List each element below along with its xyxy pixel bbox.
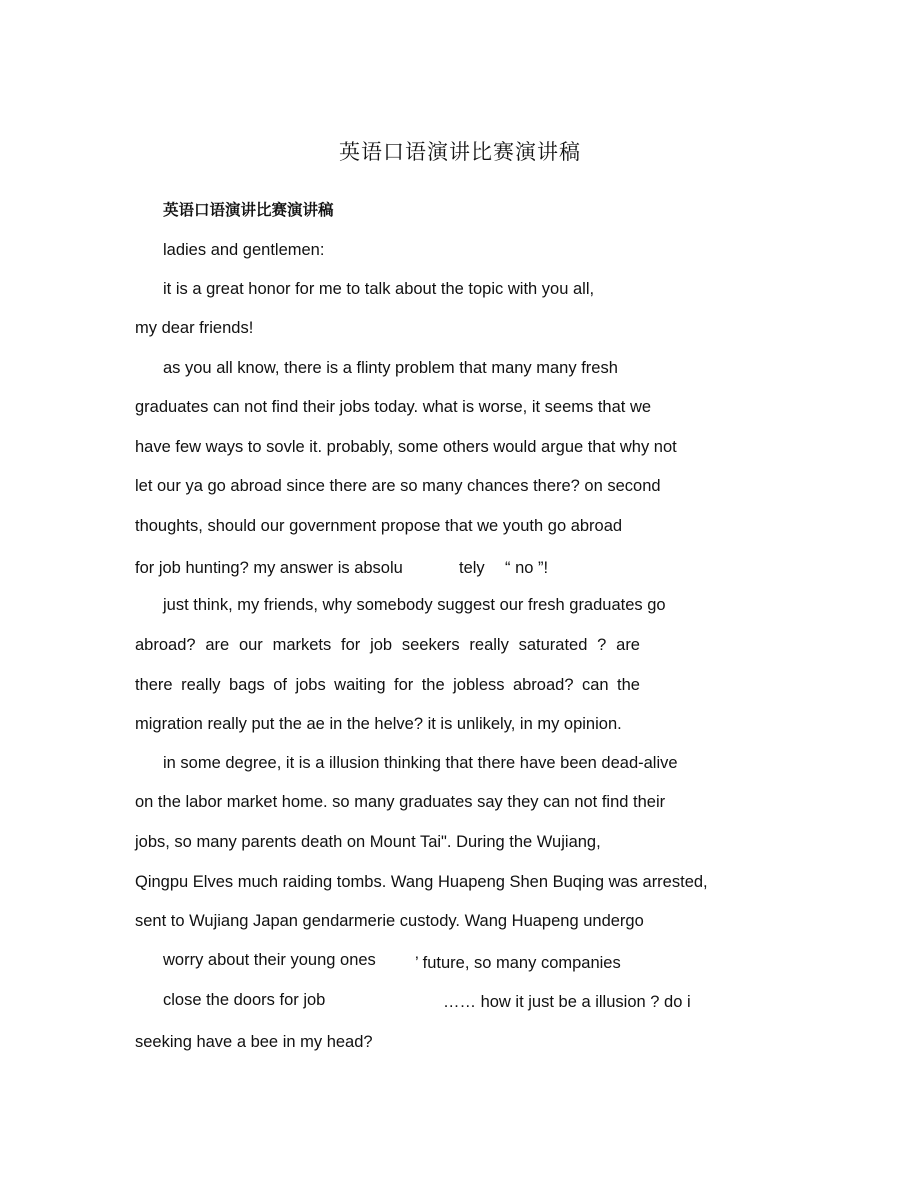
text-line: let our ya go abroad since there are so many chances there? on second bbox=[135, 477, 661, 495]
text-line: tely bbox=[459, 559, 485, 577]
text-line: migration really put the ae in the helve? it is unlikely, in my opinion. bbox=[135, 715, 622, 733]
text-line: “ no ”! bbox=[505, 559, 549, 577]
text-line: seeking have a bee in my head? bbox=[135, 1033, 373, 1051]
text-line: on the labor market home. so many graduates say they can not find their bbox=[135, 793, 666, 811]
text-line: …… how it just be a illusion ? do i bbox=[443, 993, 691, 1011]
text-line: in some degree, it is a illusion thinking that there have been dead-alive bbox=[163, 754, 678, 772]
text-line: there really bags of jobs waiting for the jobless abroad? can the bbox=[135, 676, 640, 694]
text-line: just think, my friends, why somebody suggest our fresh graduates go bbox=[163, 596, 666, 614]
text-line: it is a great honor for me to talk about the topic with you all, bbox=[163, 280, 595, 298]
document-title: 英语口语演讲比赛演讲稿 bbox=[339, 140, 581, 164]
text-line: ladies and gentlemen: bbox=[163, 241, 325, 259]
text-line: close the doors for job bbox=[163, 991, 326, 1009]
text-line: graduates can not find their jobs today. what is worse, it seems that we bbox=[135, 398, 652, 416]
text-line: my dear friends! bbox=[135, 319, 254, 337]
text-line: Qingpu Elves much raiding tombs. Wang Huapeng Shen Buqing was arrested, bbox=[135, 873, 708, 891]
text-line: abroad? are our markets for job seekers really saturated ? are bbox=[135, 636, 640, 654]
text-line: thoughts, should our government propose that we youth go abroad bbox=[135, 517, 623, 535]
text-line: for job hunting? my answer is absolu bbox=[135, 559, 403, 577]
text-line: worry about their young ones bbox=[163, 951, 376, 969]
text-line: have few ways to sovle it. probably, some others would argue that why not bbox=[135, 438, 677, 456]
text-line: as you all know, there is a flinty problem that many many fresh bbox=[163, 359, 618, 377]
text-line: sent to Wujiang Japan gendarmerie custody. Wang Huapeng undergo bbox=[135, 912, 644, 930]
text-line: ’ future, so many companies bbox=[415, 954, 621, 972]
document-subtitle: 英语口语演讲比赛演讲稿 bbox=[163, 201, 334, 219]
text-line: jobs, so many parents death on Mount Tai". During the Wujiang, bbox=[135, 833, 601, 851]
